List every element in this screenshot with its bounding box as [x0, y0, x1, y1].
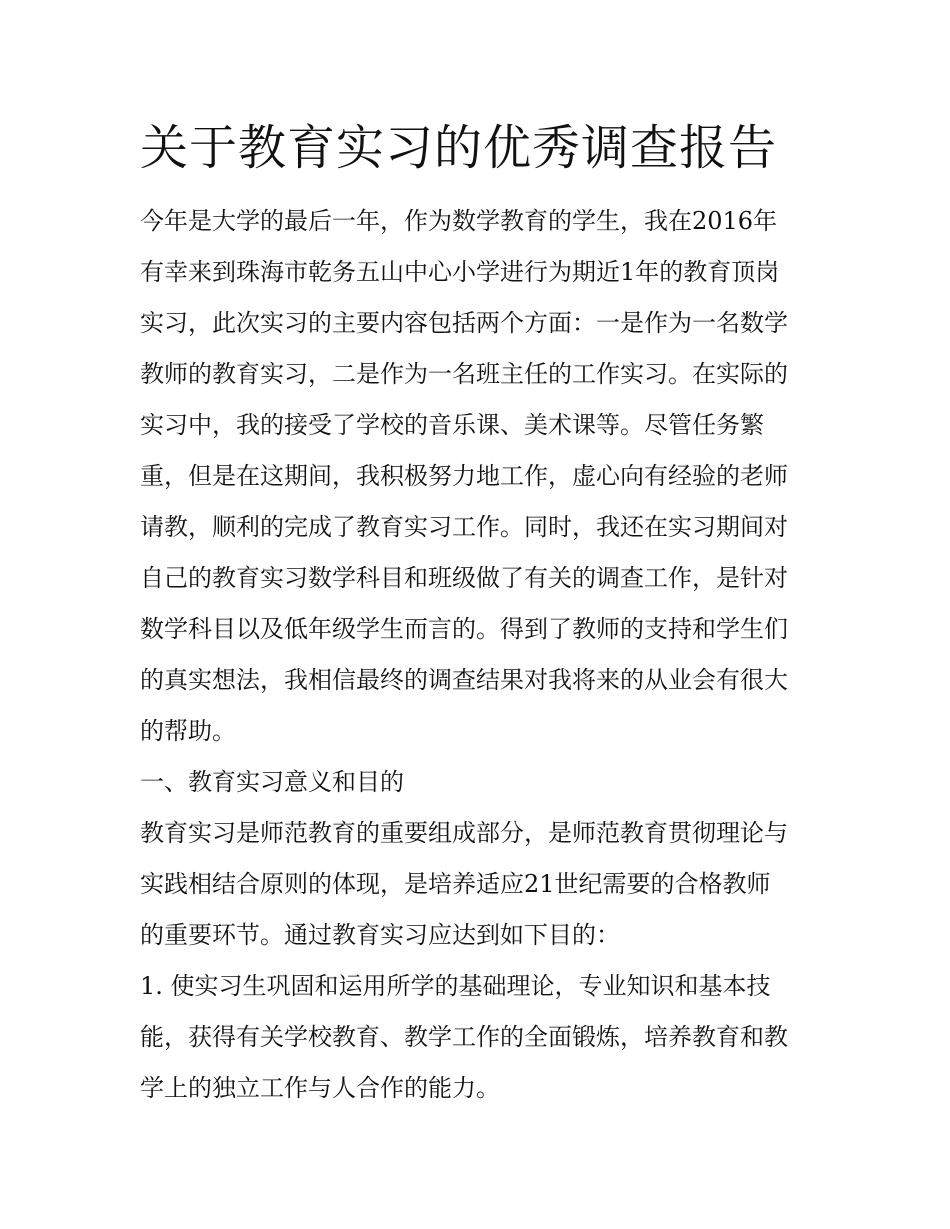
section-1-line-2: 实践相结合原则的体现，是培养适应21世纪需要的合格教师 [140, 870, 771, 898]
intro-line-1: 今年是大学的最后一年，作为数学教育的学生，我在2016年 [140, 207, 778, 235]
section-1-line-1: 教育实习是师范教育的重要组成部分，是师范教育贯彻理论与 [140, 819, 788, 847]
intro-line-6: 重，但是在这期间，我积极努力地工作，虚心向有经验的老师 [140, 462, 788, 490]
list-item-1-line-3: 学上的独立工作与人合作的能力。 [140, 1074, 500, 1102]
intro-line-7: 请教，顺利的完成了教育实习工作。同时，我还在实习期间对 [140, 513, 788, 541]
intro-line-10: 的真实想法，我相信最终的调查结果对我将来的从业会有很大 [140, 666, 788, 694]
intro-line-2: 有幸来到珠海市乾务五山中心小学进行为期近1年的教育顶岗 [140, 258, 780, 286]
list-item-1-line-2: 能，获得有关学校教育、教学工作的全面锻炼，培养教育和教 [140, 1023, 788, 1051]
section-heading-1: 一、教育实习意义和目的 [140, 768, 404, 796]
list-item-1-line-1: 1. 使实习生巩固和运用所学的基础理论，专业知识和基本技 [140, 972, 771, 1000]
intro-line-8: 自己的教育实习数学科目和班级做了有关的调查工作，是针对 [140, 564, 788, 592]
section-1-line-3: 的重要环节。通过教育实习应达到如下目的： [140, 921, 620, 949]
document-title: 关于教育实习的优秀调查报告 [140, 120, 778, 176]
intro-line-9: 数学科目以及低年级学生而言的。得到了教师的支持和学生们 [140, 615, 788, 643]
intro-line-5: 实习中，我的接受了学校的音乐课、美术课等。尽管任务繁 [140, 411, 764, 439]
intro-line-4: 教师的教育实习，二是作为一名班主任的工作实习。在实际的 [140, 360, 788, 388]
intro-line-11: 的帮助。 [140, 717, 236, 745]
intro-line-3: 实习，此次实习的主要内容包括两个方面：一是作为一名数学 [140, 309, 788, 337]
